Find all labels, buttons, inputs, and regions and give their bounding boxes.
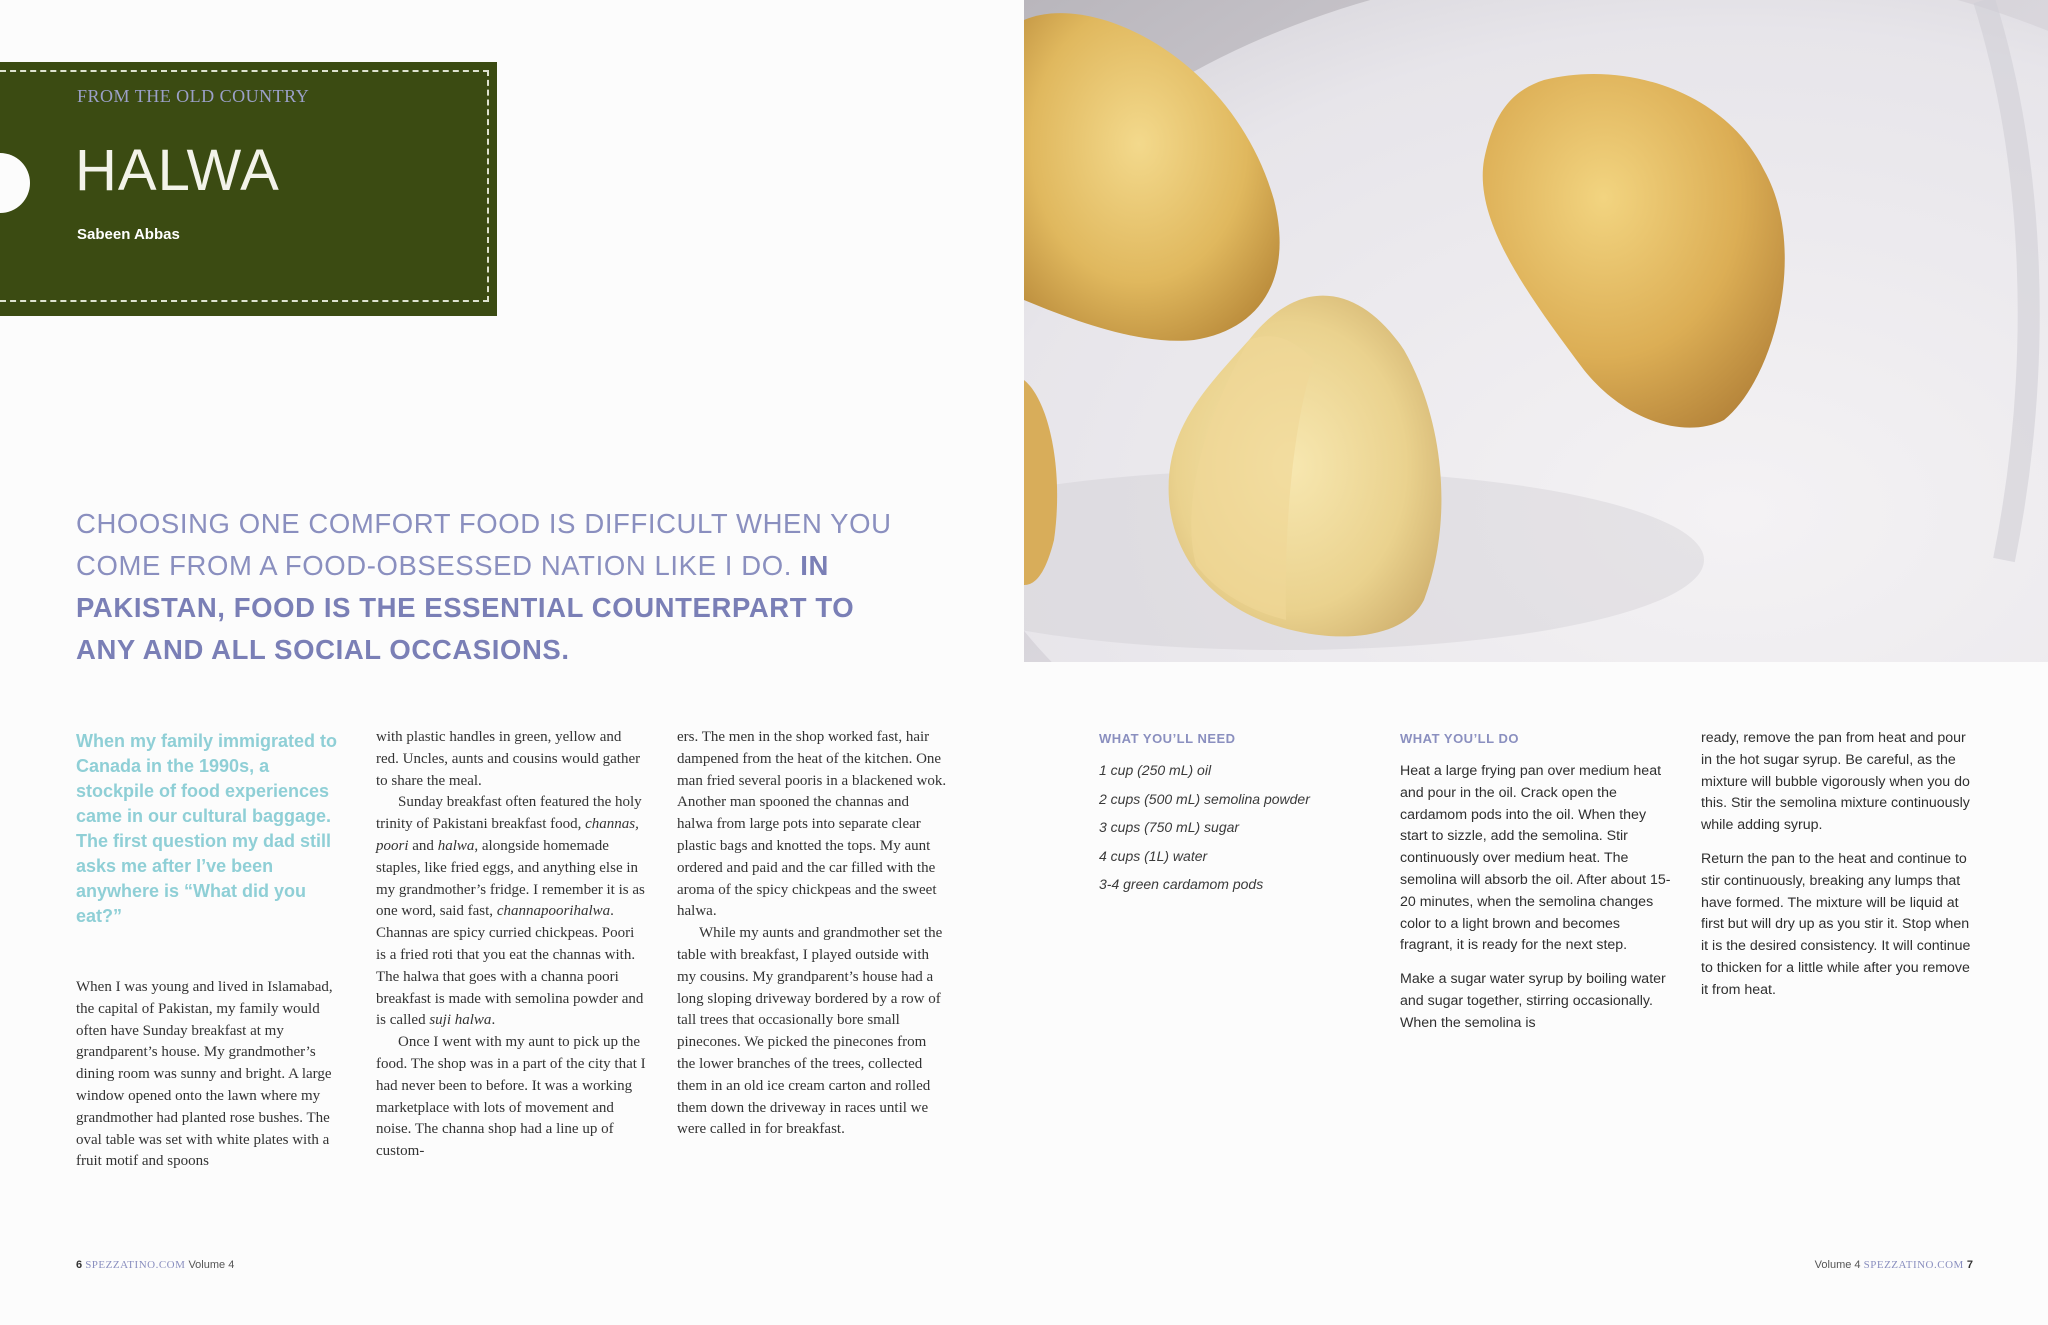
story-italic-term: suji halwa bbox=[429, 1012, 492, 1029]
story-italic-term: channas, poori bbox=[376, 816, 639, 854]
site-name: SPEZZATINO.COM bbox=[85, 1259, 186, 1271]
story-column-1 bbox=[76, 977, 346, 1173]
ingredient-item: 2 cups (500 mL) semolina powder bbox=[1099, 790, 1310, 807]
method-step: ready, remove the pan from heat and pour in the hot sugar syrup. Be careful, as the mixture will bubble vigorously when you do this. Stir the semolina mixture continuously while adding syrup. bbox=[1701, 730, 1970, 834]
page-number: 6 bbox=[76, 1259, 83, 1271]
volume-label: Volume 4 bbox=[188, 1259, 235, 1271]
volume-label: Volume 4 bbox=[1814, 1259, 1861, 1271]
banner-dashed-border-right bbox=[487, 70, 489, 302]
ingredient-item: 3 cups (750 mL) sugar bbox=[1099, 819, 1240, 835]
ingredient-item: 3-4 green cardamom pods bbox=[1099, 876, 1264, 892]
method-column-1 bbox=[1400, 761, 1675, 1047]
story-italic-term: channapoorihalwa bbox=[496, 903, 611, 920]
author-byline: Sabeen Abbas bbox=[77, 226, 180, 243]
footer-right bbox=[1815, 1259, 1973, 1271]
article-title: HALWA bbox=[75, 138, 280, 203]
halwa-photo bbox=[1024, 0, 2048, 662]
pull-quote: When my family immigrated to Canada in the 1990s, a stockpile of food experiences came in our cultural baggage. The first question my dad still asks me after I’ve been anywhere is “What did you eat?” bbox=[76, 731, 338, 926]
story-paragraph: While my aunts and grandmother set the table with breakfast, I played outside with my cousins. My grandparent’s house had a long sloping driveway bordered by a row of tall trees that occasionally bore small pinecones. We picked the pinecones from the lower branches of the trees, collected them in an old ice cream carton and rolled them down the driveway in races until we were called in for breakfast. bbox=[677, 925, 943, 1138]
intro-deck bbox=[76, 503, 906, 671]
story-text: Sunday breakfast often featured the holy trinity of Pakistani breakfast food, bbox=[376, 794, 642, 833]
banner-dashed-border-bottom bbox=[0, 300, 489, 302]
site-name: SPEZZATINO.COM bbox=[1863, 1259, 1964, 1271]
banner-dashed-border-top bbox=[0, 70, 489, 72]
method-step: Make a sugar water syrup by boiling water and sugar together, stirring occasionally. When the semolina is bbox=[1400, 971, 1666, 1031]
story-text: and bbox=[408, 837, 438, 854]
story-column-2 bbox=[376, 727, 646, 1163]
story-column-3 bbox=[677, 727, 947, 1141]
story-paragraph: Once I went with my aunt to pick up the food. The shop was in a part of the city that I had never been to before. It was a working marketplace with lots of movement and noise. The channa shop had a line up of custom- bbox=[376, 1034, 646, 1160]
ingredient-item: 4 cups (1L) water bbox=[1099, 847, 1208, 864]
page-number: 7 bbox=[1966, 1259, 1973, 1271]
story-paragraph: When I was young and lived in Islamabad, the capital of Pakistan, my family would often have Sunday breakfast at my grandparent’s house. My grandmother’s dining room was sunny and bright. A large window opened onto the lawn where my grandmother had planted rose bushes. The oval table was set with white plates with a fruit motif and spoons bbox=[76, 979, 333, 1170]
story-paragraph bbox=[376, 792, 646, 1032]
story-italic-term: halwa bbox=[437, 837, 475, 854]
intro-deck-bold: IN PAKISTAN, FOOD IS THE ESSENTIAL COUNTERPART TO ANY AND ALL SOCIAL OCCASIONS. bbox=[76, 550, 855, 665]
method-step: Return the pan to the heat and continue to stir continuously, breaking any lumps that have formed. The mixture will be liquid at first but will dry up as you stir it. Stop when it is the desired consistency. It will continue to thicken for a little while after you remove it from heat. bbox=[1701, 850, 1971, 998]
story-text: , alongside homemade staples, like fried eggs, and anything else in my grandmother’s fridge. I remember it is as one word, said fast, bbox=[376, 837, 645, 920]
method-step: Heat a large frying pan over medium heat and pour in the oil. Crack open the cardamom pods into the oil. When they start to sizzle, add the semolina. Stir continuously over medium heat. The semolina will absorb the oil. After about 15-20 minutes, when the semolina changes color to a light brown and becomes fragrant, it is ready for the next step. bbox=[1400, 763, 1671, 954]
story-text: . Channas are spicy curried chickpeas. Poori is a fried roti that you eat the channas with. The halwa that goes with a channa poori breakfast is made with semolina powder and is called bbox=[376, 903, 644, 1029]
story-text: . bbox=[491, 1012, 496, 1029]
method-column-2 bbox=[1701, 728, 1976, 1014]
banner-notch bbox=[0, 153, 30, 213]
story-paragraph: ers. The men in the shop worked fast, hair dampened from the heat of the kitchen. One man fried several pooris in a blackened wok. Another man spooned the channas and halwa from large pots into separate clear plastic bags and knotted the tops. My aunt ordered and paid and the car filled with the aroma of the spicy chickpeas and the sweet halwa. bbox=[677, 729, 947, 920]
intro-deck-light: CHOOSING ONE COMFORT FOOD IS DIFFICULT WHEN YOU COME FROM A FOOD-OBSESSED NATION LIKE I DO. bbox=[76, 508, 892, 581]
title-banner bbox=[0, 62, 497, 316]
footer-left bbox=[76, 1259, 234, 1271]
method-heading: WHAT YOU’LL DO bbox=[1400, 731, 1519, 746]
ingredients-list bbox=[1099, 762, 1359, 905]
ingredients-heading: WHAT YOU’LL NEED bbox=[1099, 731, 1236, 746]
story-paragraph: with plastic handles in green, yellow and red. Uncles, aunts and cousins would gather to share the meal. bbox=[376, 729, 641, 789]
section-kicker: FROM THE OLD COUNTRY bbox=[77, 86, 310, 106]
ingredient-item: 1 cup (250 mL) oil bbox=[1099, 762, 1212, 778]
